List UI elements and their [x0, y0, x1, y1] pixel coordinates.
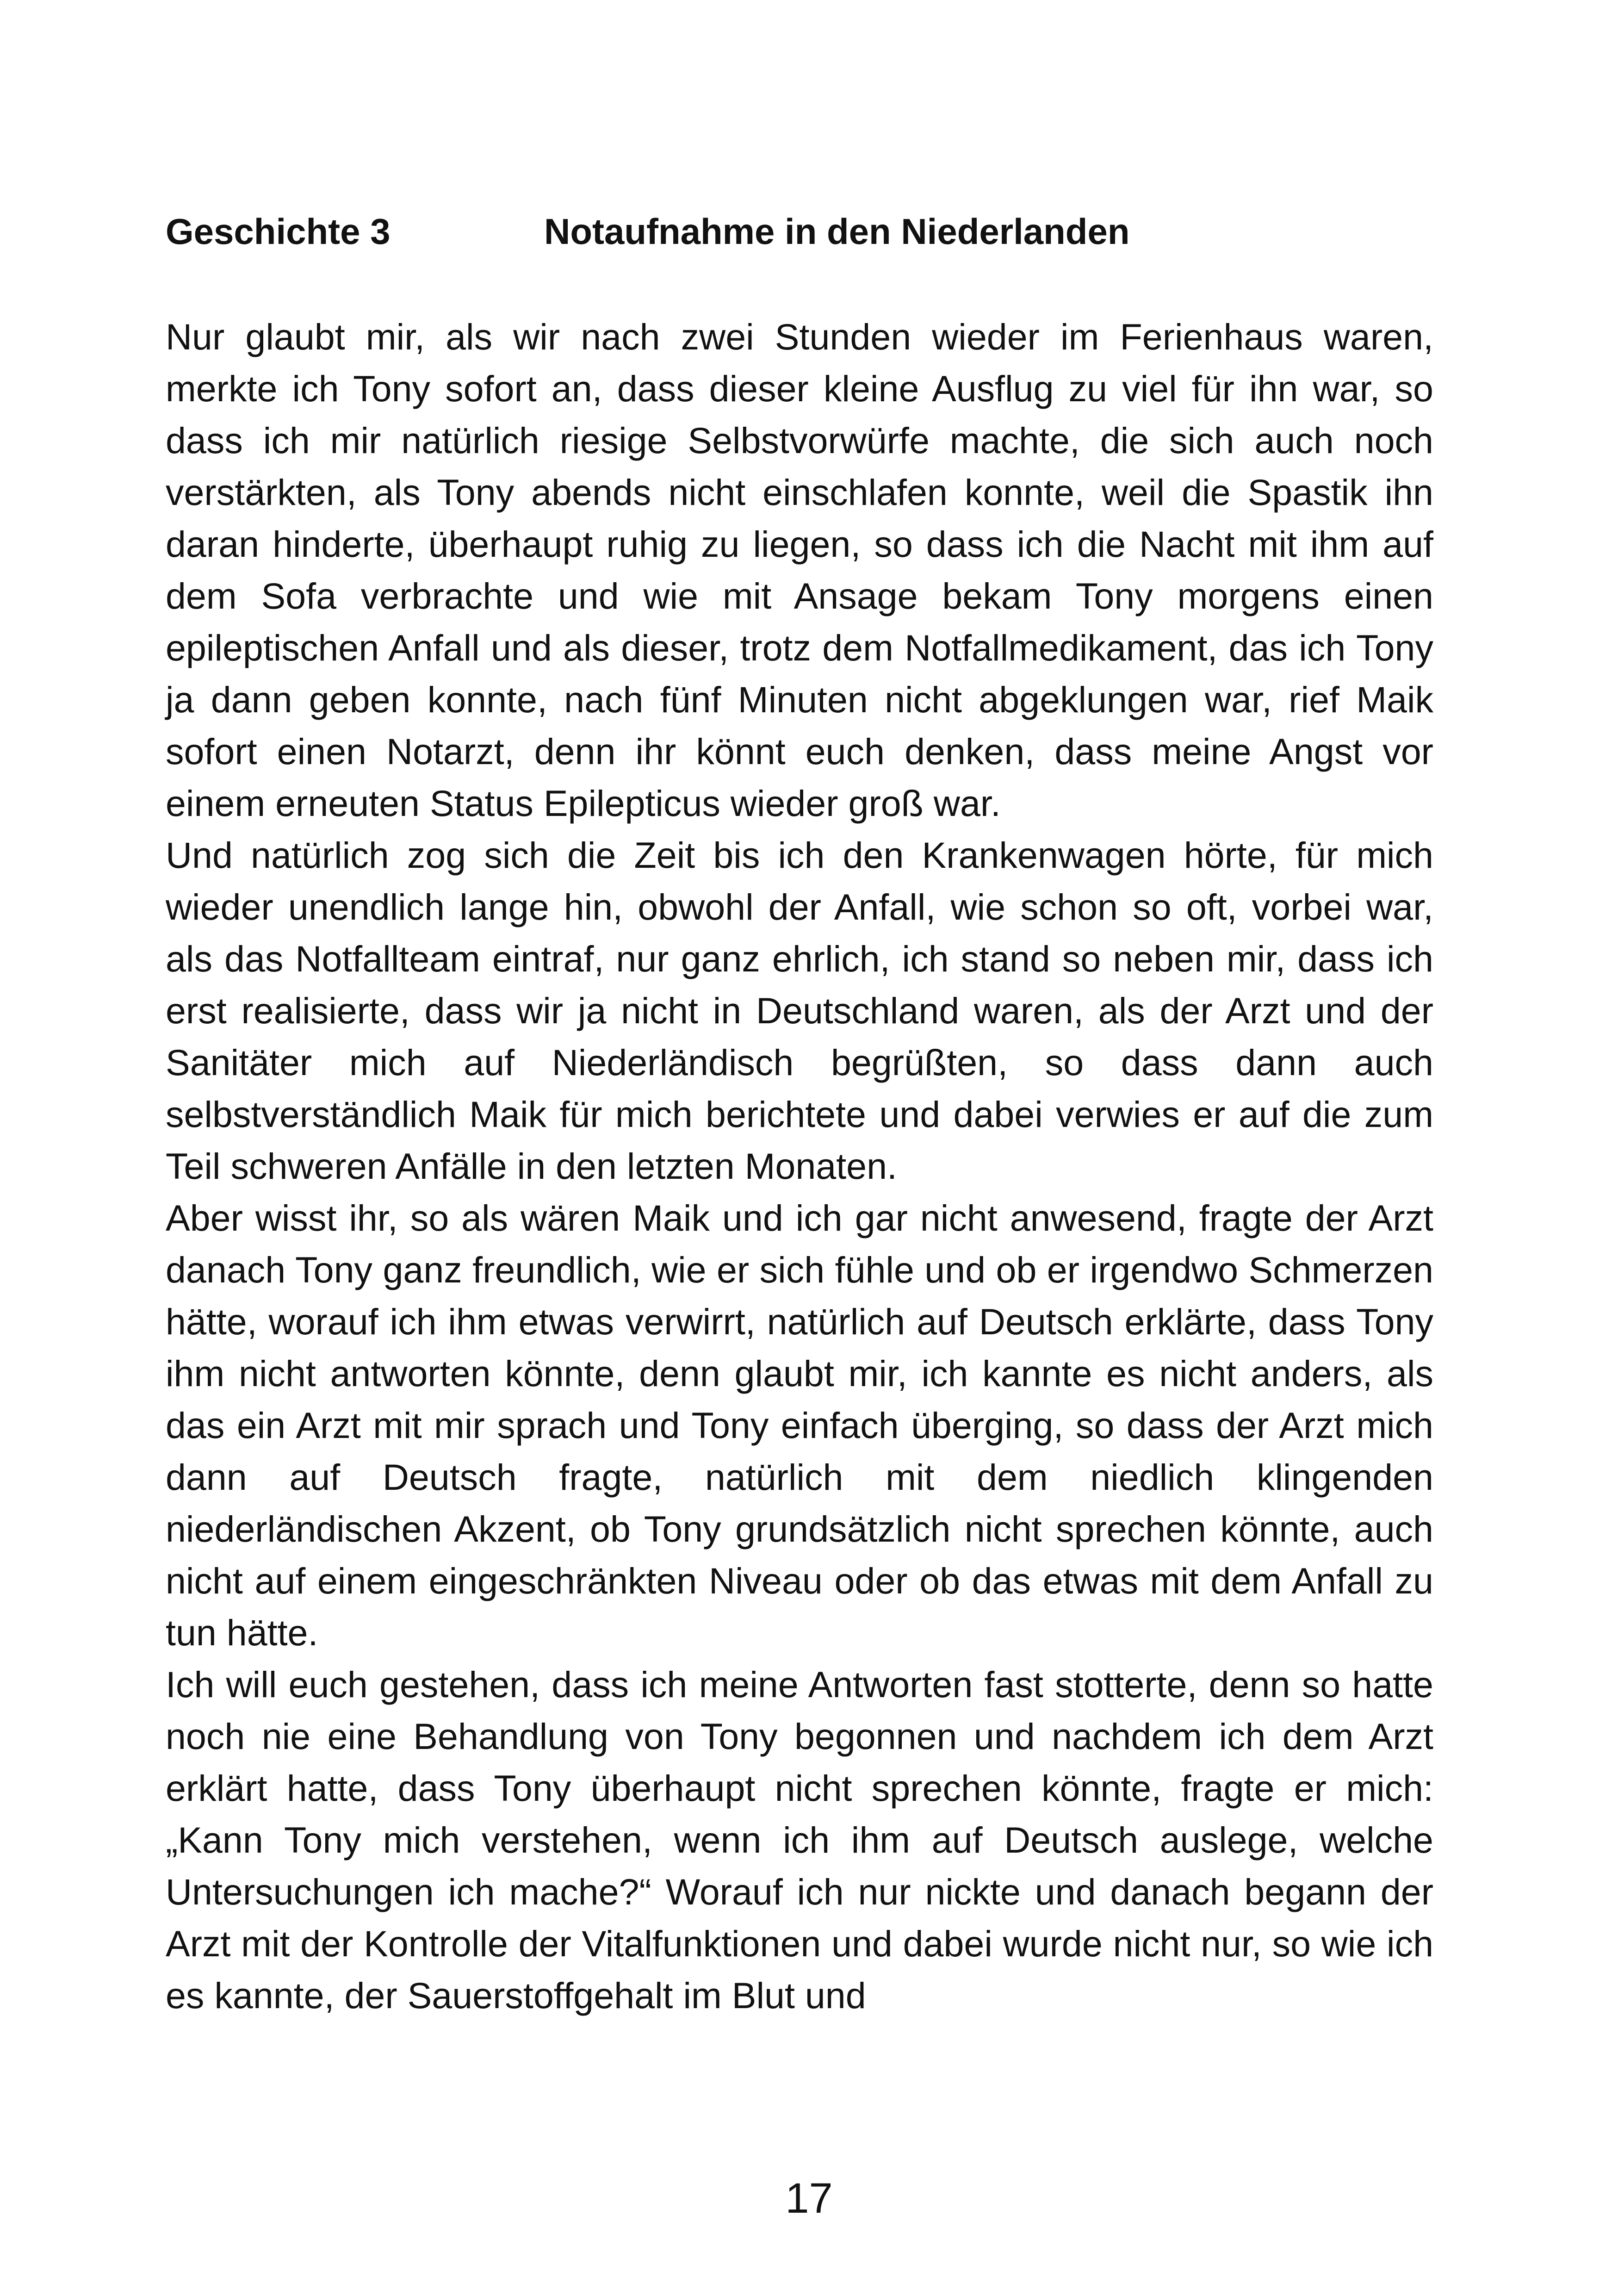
paragraph: Und natürlich zog sich die Zeit bis ich den Krankenwagen hörte, für mich wieder unendlich lange hin, obwohl der Anfall, wie schon so oft, vorbei war, als das Notfallteam eintraf, nur ganz ehrlich, ich stand so neben mir, dass ich erst realisierte, dass wir ja nicht in Deutschland waren, als der Arzt und der Sanitäter mich auf Niederländisch begrüßten, so dass dann auch selbstverständlich Maik für mich berichtete und dabei verwies er auf die zum Teil schweren Anfälle in den letzten Monaten.	[166, 834, 1433, 1187]
page-number: 17	[785, 2175, 833, 2222]
chapter-title: Notaufnahme in den Niederlanden	[544, 211, 1130, 252]
chapter-label: Geschichte 3	[166, 211, 391, 252]
paragraph: Aber wisst ihr, so als wären Maik und ich gar nicht anwesend, fragte der Arzt danach Tony ganz freundlich, wie er sich fühle und ob er irgendwo Schmerzen hätte, worauf ich ihm etwas verwirrt, natürlich auf Deutsch erklärte, dass Tony ihm nicht antworten könnte, denn glaubt mir, ich kannte es nicht anders, als das ein Arzt mit mir sprach und Tony einfach überging, so dass der Arzt mich dann auf Deutsch fragte, natürlich mit dem niedlich klingenden niederländischen Akzent, ob Tony grundsätzlich nicht sprechen könnte, auch nicht auf einem eingeschränkten Niveau oder ob das etwas mit dem Anfall zu tun hätte.	[166, 1197, 1433, 1653]
paragraph: Nur glaubt mir, als wir nach zwei Stunden wieder im Ferienhaus waren, merkte ich Tony sofort an, dass dieser kleine Ausflug zu viel für ihn war, so dass ich mir natürlich riesige Selbstvorwürfe machte, die sich auch noch verstärkten, als Tony abends nicht einschlafen konnte, weil die Spastik ihn daran hinderte, überhaupt ruhig zu liegen, so dass ich die Nacht mit ihm auf dem Sofa verbrachte und wie mit Ansage bekam Tony morgens einen epileptischen Anfall und als dieser, trotz dem Notfallmedikament, das ich Tony ja dann geben konnte, nach fünf Minuten nicht abgeklungen war, rief Maik sofort einen Notarzt, denn ihr könnt euch denken, dass meine Angst vor einem erneuten Status Epilepticus wieder groß war.	[166, 316, 1433, 824]
chapter-heading	[166, 204, 1461, 259]
paragraph: Ich will euch gestehen, dass ich meine Antworten fast stotterte, denn so hatte noch nie eine Behandlung von Tony begonnen und nachdem ich dem Arzt erklärt hatte, dass Tony überhaupt nicht sprechen könnte, fragte er mich: „Kann Tony mich verstehen, wenn ich ihm auf Deutsch auslege, welche Untersuchungen ich mache?“ Worauf ich nur nickte und danach begann der Arzt mit der Kontrolle der Vitalfunktionen und dabei wurde nicht nur, so wie ich es kannte, der Sauerstoffgehalt im Blut und	[166, 1664, 1433, 2016]
body-text	[166, 311, 1433, 2022]
